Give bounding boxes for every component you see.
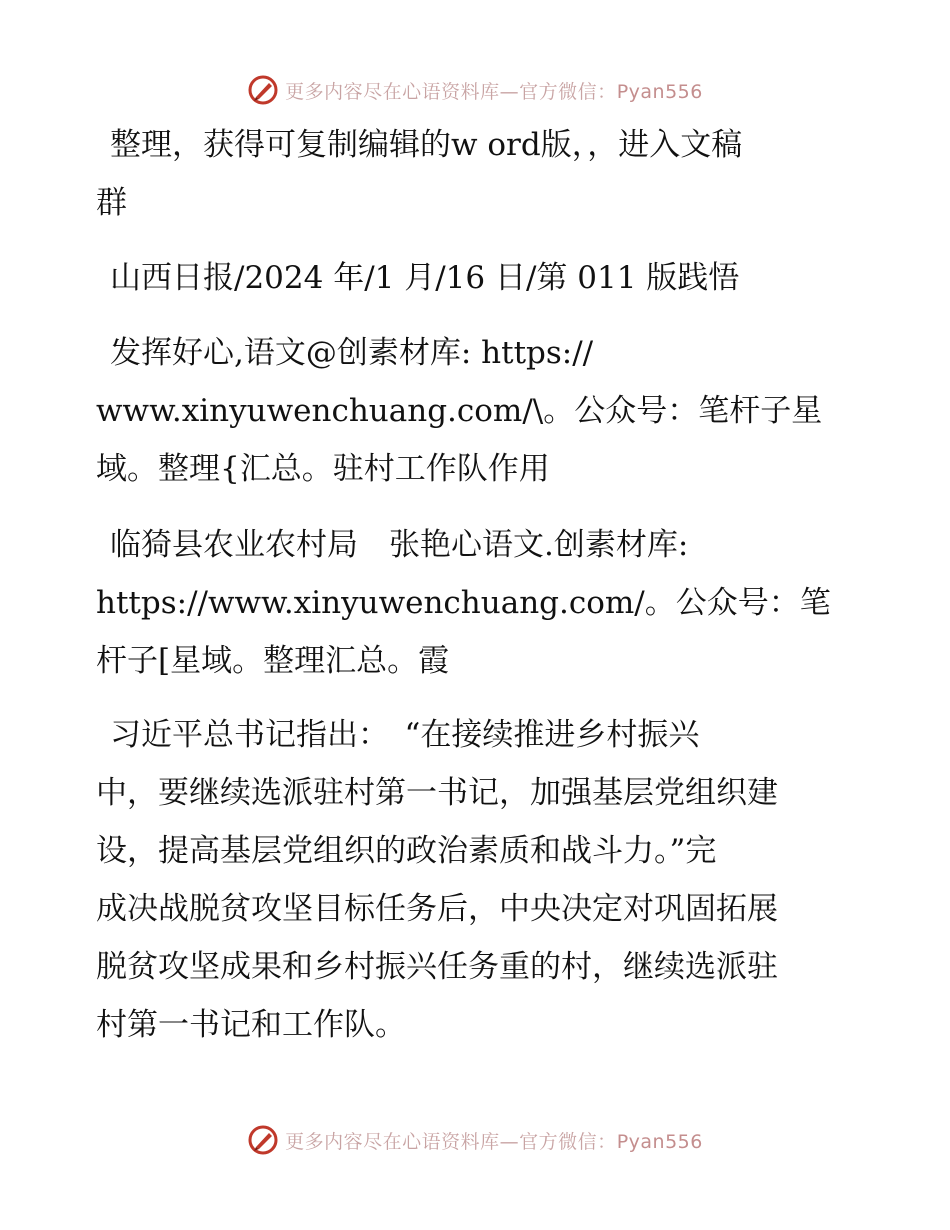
text-line: 习近平总书记指出： “在接续推进乡村振兴	[110, 717, 700, 753]
banner-suffix: 官方微信：	[519, 80, 617, 103]
text-line: 中，要继续选派驻村第一书记，加强基层党组织建	[96, 775, 778, 811]
text-line: 域。整理{汇总。驻村工作队作用	[96, 451, 550, 487]
banner-text	[285, 77, 703, 104]
paragraph-1	[96, 116, 866, 232]
paragraph-3	[96, 324, 866, 498]
text-line: 山西日报/2024 年/1 月/16 日/第 011 版践悟	[110, 260, 740, 296]
banner-separator: —	[499, 1130, 520, 1153]
banner-account: Pyan556	[616, 80, 703, 103]
text-line: 村第一书记和工作队。	[96, 1007, 406, 1043]
pen-logo-icon	[247, 74, 279, 106]
paragraph-5	[96, 706, 866, 1054]
text-line: https://www.xinyuwenchuang.com/。公众号：笔	[96, 585, 831, 621]
text-line: 设，提高基层党组织的政治素质和战斗力。”完	[96, 833, 717, 869]
banner-text	[285, 1127, 703, 1154]
text-line: 临猗县农业农村局 张艳心语文.创素材库:	[110, 527, 689, 563]
text-line: 杆子[星域。整理汇总。霞	[96, 643, 450, 679]
paragraph-2	[96, 249, 866, 307]
paragraph-4	[96, 516, 866, 690]
text-line: 整理，获得可复制编辑的w ord版，，进入文稿	[110, 127, 743, 163]
text-line: 群	[96, 185, 127, 221]
text-line: www.xinyuwenchuang.com/\。公众号：笔杆子星	[96, 393, 823, 429]
header-banner	[0, 70, 950, 110]
banner-prefix: 更多内容尽在心语资料库	[285, 80, 500, 103]
footer-banner	[0, 1120, 950, 1160]
banner-prefix: 更多内容尽在心语资料库	[285, 1130, 500, 1153]
banner-account: Pyan556	[616, 1130, 703, 1153]
text-line: 成决战脱贫攻坚目标任务后，中央决定对巩固拓展	[96, 891, 778, 927]
pen-logo-icon	[247, 1124, 279, 1156]
text-line: 脱贫攻坚成果和乡村振兴任务重的村，继续选派驻	[96, 949, 778, 985]
banner-separator: —	[499, 80, 520, 103]
banner-suffix: 官方微信：	[519, 1130, 617, 1153]
text-line: 发挥好心,语文@创素材库: https://	[110, 335, 594, 371]
